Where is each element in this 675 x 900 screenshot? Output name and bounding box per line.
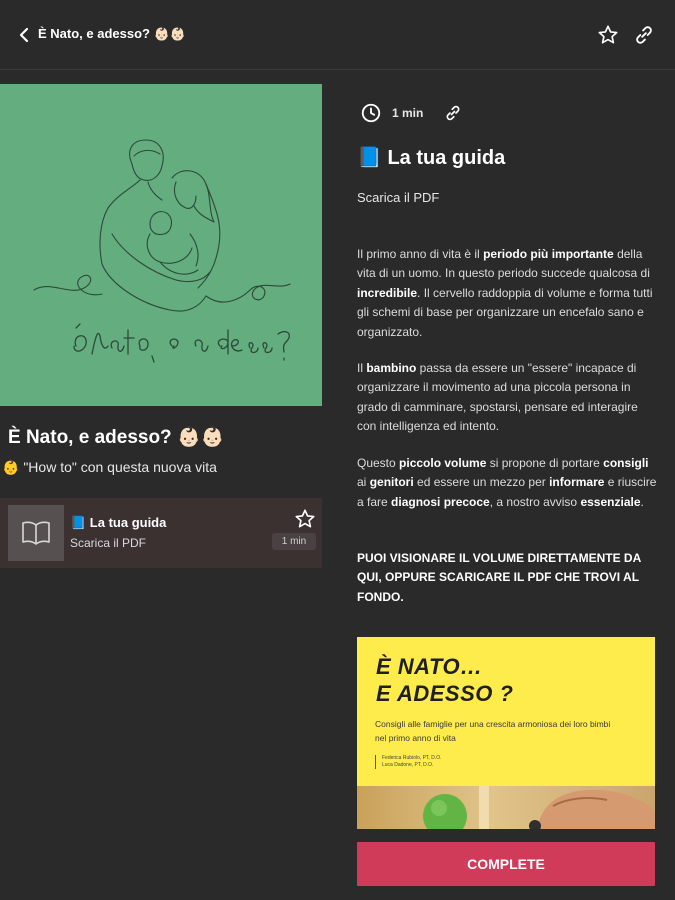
text-run: , a nostro avviso [489,494,581,509]
star-outline-icon [597,24,619,46]
favorite-button[interactable] [597,24,619,46]
top-bar [0,0,675,70]
content-subtitle: Scarica il PDF [357,190,440,205]
link-icon [444,104,462,122]
book-title-line-2: E ADESSO ? [376,681,514,706]
text-run: della vita di un uomo. In questo periodo succede qualcosa di [357,247,650,281]
pdf-book-preview[interactable] [357,637,655,829]
text-run: bambino [366,361,417,375]
text-run: ed essere un mezzo per [413,475,550,490]
paragraph-4: PUOI VISIONARE IL VOLUME DIRETTAMENTE DA QUI, OPPURE SCARICARE IL PDF CHE TROVI AL FONDO. [357,551,641,604]
text-run: incredibile [357,285,418,300]
paragraph-3 [357,454,659,512]
book-title [376,653,513,707]
text-run: passa da essere un "essere" incapace di organizzare il movimento ad una piccola persona in grado di camminare, spostarsi, pensare ed interagire con intelligenza ed intento. [357,361,638,434]
paragraph-2 [357,359,659,437]
duration-indicator [360,102,382,124]
text-run: . Il cervello raddoppia di volume e forma tutti gli schemi di base per organizzare un encefalo sano e organizzato. [357,285,653,339]
link-icon [633,24,655,46]
chevron-left-icon [18,27,30,43]
paragraph-1 [357,245,659,342]
text-run: piccolo volume [399,456,487,470]
content-duration: 1 min [392,106,424,120]
lesson-thumbnail [8,505,64,561]
text-run: Questo [357,456,400,470]
star-outline-icon [294,508,316,530]
book-cover-photo [357,786,655,829]
clock-icon [360,102,382,124]
book-description: Consigli alle famiglie per una crescita armoniosa dei loro bimbi nel primo anno di vita [375,719,611,743]
lesson-title: 📘 La tua guida [70,515,167,530]
text-run: Il [357,361,367,375]
book-title-line-1: È NATO… [376,654,483,679]
text-run: periodo più importante [483,247,614,261]
text-run: essenziale [580,494,641,509]
text-run: genitori [369,475,414,490]
text-run: . [640,494,644,509]
text-run: ai [357,475,370,490]
content-title: 📘 La tua guida [357,147,506,169]
page-title: È Nato, e adesso? 👶🏻👶🏻 [38,26,186,41]
family-line-drawing [0,84,322,406]
text-run: informare [549,475,605,490]
book-icon [21,520,51,546]
text-run: Il primo anno di vita è il [357,247,484,261]
content-link-button[interactable] [444,104,462,122]
lesson-subtitle: Scarica il PDF [70,536,147,550]
lesson-duration-badge: 1 min [272,533,316,550]
course-cover-image [0,84,322,406]
text-run: si propone di portare [486,456,604,470]
text-run: e riuscire a fare [357,475,657,509]
complete-button[interactable]: COMPLETE [357,842,655,886]
book-author-2: Luca Dadone, PT, D.O. [382,762,434,768]
course-title: È Nato, e adesso? 👶🏻👶🏻 [8,427,225,448]
back-button[interactable] [14,24,34,46]
lesson-favorite-button[interactable] [294,508,316,530]
book-authors [375,755,441,769]
course-subtitle: 👶 "How to" con questa nuova vita [2,459,217,475]
share-link-button[interactable] [633,24,655,46]
text-run: diagnosi precoce [391,494,490,509]
book-author-1: Federica Rubiolo, PT, D.O. [382,755,442,761]
text-run: consigli [603,456,649,470]
